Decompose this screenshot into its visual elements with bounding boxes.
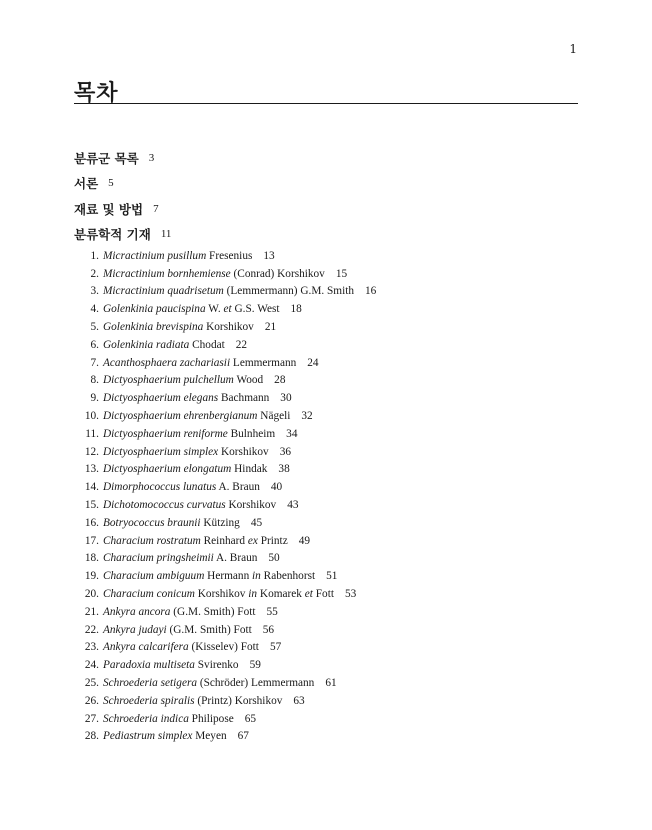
entry-page-number: 45: [250, 516, 263, 529]
entry-plain-segment: Bulnheim: [227, 427, 276, 440]
entry-plain-segment: Nägeli: [257, 410, 291, 423]
entry-page-number: 61: [325, 677, 337, 690]
entry-page-number: 21: [264, 321, 277, 334]
entry-taxon-name: [103, 517, 240, 529]
entry-page-number: 36: [279, 445, 291, 458]
entry-taxon-name: [103, 357, 296, 369]
entry-plain-segment: G.S. West: [231, 303, 280, 316]
entry-plain-segment: Korshikov: [203, 321, 254, 334]
entry-taxon-name: [103, 410, 290, 422]
entry-number: 14.: [84, 481, 99, 494]
entry-number: 1.: [90, 249, 99, 262]
entry-italic-segment: Ankyra ancora: [103, 605, 171, 618]
entry-page-number: 57: [269, 641, 282, 654]
entry-plain-segment: Korshikov: [225, 499, 277, 512]
entry-plain-segment: Korshikov: [218, 445, 269, 458]
entry-page-number: 22: [235, 338, 248, 351]
section-page: 3: [148, 151, 155, 164]
entry-italic-segment: Dichotomococcus curvatus: [103, 499, 226, 512]
entry-italic-segment: Schroederia indica: [103, 712, 189, 725]
entry-taxon-name: [103, 588, 334, 600]
entry-taxon-name: [103, 285, 354, 297]
entry-italic-segment: Paradoxia multiseta: [103, 659, 195, 672]
entry-italic-segment: in: [252, 570, 261, 583]
toc-entry[interactable]: [74, 639, 584, 657]
entry-plain-segment: Fott: [312, 588, 334, 601]
entry-plain-segment: Reinhard: [200, 534, 248, 547]
toc-section[interactable]: [74, 145, 578, 171]
entry-page-number: 30: [280, 392, 292, 405]
entry-page-number: 49: [298, 534, 311, 547]
entry-taxon-name: [103, 624, 252, 636]
entry-taxon-name: [103, 481, 260, 493]
entry-taxon-name: [103, 250, 252, 262]
entry-page-number: 40: [270, 481, 283, 494]
entry-number: 26.: [84, 694, 99, 707]
entry-italic-segment: Dictyosphaerium elongatum: [103, 463, 232, 476]
entry-number: 20.: [84, 588, 99, 601]
entry-plain-segment: Korshikov: [194, 588, 249, 601]
toc-entry[interactable]: [74, 514, 584, 532]
entry-plain-segment: (G.M. Smith) Fott: [166, 623, 252, 636]
entry-plain-segment: A. Braun: [216, 481, 260, 494]
toc-entry[interactable]: [74, 567, 584, 585]
page-number: 1: [569, 42, 577, 56]
entry-number: 22.: [84, 623, 99, 636]
entry-number: 11.: [85, 427, 99, 440]
page-title: 목차: [74, 80, 119, 106]
entry-italic-segment: Characium pringsheimii: [103, 552, 214, 565]
entry-taxon-name: [103, 321, 254, 333]
entry-plain-segment: (Kisselev) Fott: [188, 641, 259, 654]
entry-page-number: 59: [249, 659, 261, 672]
entry-italic-segment: Acanthosphaera zachariasii: [103, 356, 231, 369]
entry-plain-segment: Svirenko: [194, 659, 239, 672]
section-label: 분류학적 기재: [74, 227, 151, 243]
entry-number: 12.: [84, 445, 99, 458]
entry-taxon-name: [103, 659, 239, 671]
entry-number: 4.: [90, 303, 99, 316]
entry-italic-segment: Dictyosphaerium ehrenbergianum: [103, 410, 258, 423]
entry-plain-segment: (Lemmermann) G.M. Smith: [223, 285, 355, 298]
entry-page-number: 51: [326, 570, 338, 583]
entry-italic-segment: Micractinium pusillum: [103, 249, 207, 262]
toc-entry-list: [74, 247, 584, 745]
entry-taxon-name: [103, 463, 267, 475]
toc-section[interactable]: [74, 222, 578, 248]
toc-entry[interactable]: [74, 300, 584, 318]
entry-page-number: 32: [301, 410, 313, 423]
entry-number: 5.: [90, 321, 99, 334]
section-label: 서론: [74, 176, 99, 192]
entry-plain-segment: Lemmermann: [230, 356, 297, 369]
toc-entry[interactable]: [74, 443, 584, 461]
toc-section[interactable]: [74, 196, 578, 222]
toc-entry[interactable]: [74, 372, 584, 390]
toc-entry[interactable]: [74, 603, 584, 621]
entry-italic-segment: Golenkinia paucispina: [103, 303, 206, 316]
entry-taxon-name: [103, 499, 276, 511]
toc-entry[interactable]: [74, 550, 584, 568]
entry-italic-segment: Dictyosphaerium simplex: [103, 445, 219, 458]
toc-entry[interactable]: [74, 247, 584, 265]
section-page: 11: [160, 228, 172, 241]
entry-plain-segment: Philipose: [188, 712, 234, 725]
toc-entry[interactable]: [74, 728, 584, 746]
toc-entry[interactable]: [74, 621, 584, 639]
entry-plain-segment: Printz: [257, 534, 288, 547]
toc-entry[interactable]: [74, 354, 584, 372]
entry-page-number: 28: [274, 374, 286, 387]
entry-number: 2.: [90, 267, 99, 280]
entry-italic-segment: Dimorphococcus lunatus: [103, 481, 217, 494]
entry-italic-segment: in: [248, 588, 258, 601]
toc-entry[interactable]: [74, 283, 584, 301]
entry-page-number: 13: [263, 249, 275, 262]
entry-number: 27.: [84, 712, 99, 725]
entry-italic-segment: ex: [247, 534, 258, 547]
entry-italic-segment: Micractinium quadrisetum: [103, 285, 224, 298]
entry-plain-segment: (Conrad) Korshikov: [230, 267, 325, 280]
toc-entry[interactable]: [74, 478, 584, 496]
entry-taxon-name: [103, 374, 263, 386]
entry-italic-segment: Characium conicum: [103, 588, 195, 601]
entry-plain-segment: Rabenhorst: [260, 570, 316, 583]
entry-page-number: 16: [365, 285, 377, 298]
entry-plain-segment: Kützing: [200, 516, 240, 529]
entry-italic-segment: et: [304, 588, 313, 601]
entry-taxon-name: [103, 695, 282, 707]
entry-taxon-name: [103, 303, 280, 315]
entry-number: 24.: [84, 659, 99, 672]
entry-taxon-name: [103, 641, 259, 653]
entry-page-number: 43: [287, 499, 299, 512]
entry-italic-segment: Ankyra calcarifera: [103, 641, 189, 654]
entry-number: 25.: [84, 677, 99, 690]
entry-taxon-name: [103, 730, 227, 742]
entry-plain-segment: Hermann: [204, 570, 253, 583]
entry-page-number: 56: [262, 623, 275, 636]
entry-italic-segment: Characium ambiguum: [103, 570, 205, 583]
entry-plain-segment: Bachmann: [218, 392, 270, 405]
entry-plain-segment: Hindak: [231, 463, 268, 476]
section-label: 분류군 목록: [74, 150, 139, 166]
entry-taxon-name: [103, 606, 256, 618]
entry-number: 18.: [84, 552, 99, 565]
entry-page-number: 63: [293, 694, 305, 707]
entry-number: 17.: [84, 534, 99, 547]
entry-number: 28.: [84, 730, 99, 743]
entry-number: 9.: [90, 392, 99, 405]
entry-italic-segment: Botryococcus braunii: [103, 516, 201, 529]
entry-plain-segment: A. Braun: [213, 552, 258, 565]
entry-number: 15.: [84, 499, 99, 512]
entry-number: 19.: [84, 570, 99, 583]
entry-plain-segment: Meyen: [192, 730, 227, 743]
entry-number: 21.: [84, 605, 99, 618]
entry-plain-segment: W.: [205, 303, 224, 316]
entry-plain-segment: Wood: [233, 374, 264, 387]
toc-entry[interactable]: [74, 336, 584, 354]
entry-page-number: 67: [237, 730, 249, 743]
entry-number: 7.: [90, 356, 99, 369]
entry-plain-segment: (G.M. Smith) Fott: [170, 605, 256, 618]
entry-taxon-name: [103, 535, 288, 547]
entry-taxon-name: [103, 339, 225, 351]
entry-taxon-name: [103, 446, 269, 458]
entry-plain-segment: Komarek: [257, 588, 305, 601]
entry-number: 6.: [90, 338, 99, 351]
entry-number: 10.: [84, 410, 99, 423]
entry-italic-segment: Dictyosphaerium reniforme: [103, 427, 228, 440]
toc-entry[interactable]: [74, 585, 584, 603]
entry-taxon-name: [103, 428, 275, 440]
entry-number: 3.: [90, 285, 99, 298]
toc-entry[interactable]: [74, 318, 584, 336]
entry-page-number: 65: [244, 712, 257, 725]
entry-italic-segment: Golenkinia brevispina: [103, 321, 204, 334]
entry-italic-segment: Micractinium bornhemiense: [103, 267, 231, 280]
title-rule: [74, 103, 578, 104]
entry-italic-segment: Dictyosphaerium pulchellum: [103, 374, 234, 387]
entry-italic-segment: Ankyra judayi: [103, 623, 167, 636]
entry-page-number: 53: [344, 588, 357, 601]
entry-taxon-name: [103, 268, 325, 280]
entry-italic-segment: Characium rostratum: [103, 534, 201, 547]
entry-plain-segment: Fresenius: [206, 249, 253, 262]
entry-page-number: 34: [286, 427, 298, 440]
entry-page-number: 38: [278, 463, 290, 476]
entry-page-number: 50: [268, 552, 280, 565]
entry-number: 23.: [84, 641, 99, 654]
toc-section[interactable]: [74, 171, 578, 197]
entry-plain-segment: Chodat: [189, 338, 225, 351]
toc-entry[interactable]: [74, 710, 584, 728]
toc-entry[interactable]: [74, 692, 584, 710]
toc-entry[interactable]: [74, 532, 584, 550]
entry-italic-segment: Schroederia spiralis: [103, 694, 195, 707]
toc-entry[interactable]: [74, 265, 584, 283]
entry-taxon-name: [103, 552, 257, 564]
entry-page-number: 15: [335, 267, 348, 280]
entry-taxon-name: [103, 713, 234, 725]
entry-italic-segment: Schroederia setigera: [103, 677, 198, 690]
section-page: 5: [108, 177, 114, 190]
toc-sections: [74, 145, 578, 247]
entry-italic-segment: et: [223, 303, 232, 316]
entry-taxon-name: [103, 677, 314, 689]
entry-taxon-name: [103, 570, 315, 582]
toc-entry[interactable]: [74, 407, 584, 425]
section-page: 7: [153, 202, 159, 215]
entry-plain-segment: (Printz) Korshikov: [194, 694, 283, 707]
entry-page-number: 18: [290, 303, 302, 316]
toc-entry[interactable]: [74, 674, 584, 692]
entry-italic-segment: Dictyosphaerium elegans: [103, 392, 219, 405]
entry-italic-segment: Golenkinia radiata: [103, 338, 190, 351]
entry-number: 13.: [84, 463, 99, 476]
toc-entry[interactable]: [74, 656, 584, 674]
toc-entry[interactable]: [74, 461, 584, 479]
entry-italic-segment: Pediastrum simplex: [103, 730, 193, 743]
entry-page-number: 55: [266, 605, 278, 618]
toc-entry[interactable]: [74, 496, 584, 514]
toc-entry[interactable]: [74, 389, 584, 407]
entry-page-number: 24: [307, 356, 319, 369]
entry-taxon-name: [103, 392, 269, 404]
section-label: 재료 및 방법: [74, 201, 144, 217]
entry-plain-segment: (Schröder) Lemmermann: [197, 677, 315, 690]
entry-number: 16.: [84, 516, 99, 529]
toc-entry[interactable]: [74, 425, 584, 443]
entry-number: 8.: [90, 374, 99, 387]
